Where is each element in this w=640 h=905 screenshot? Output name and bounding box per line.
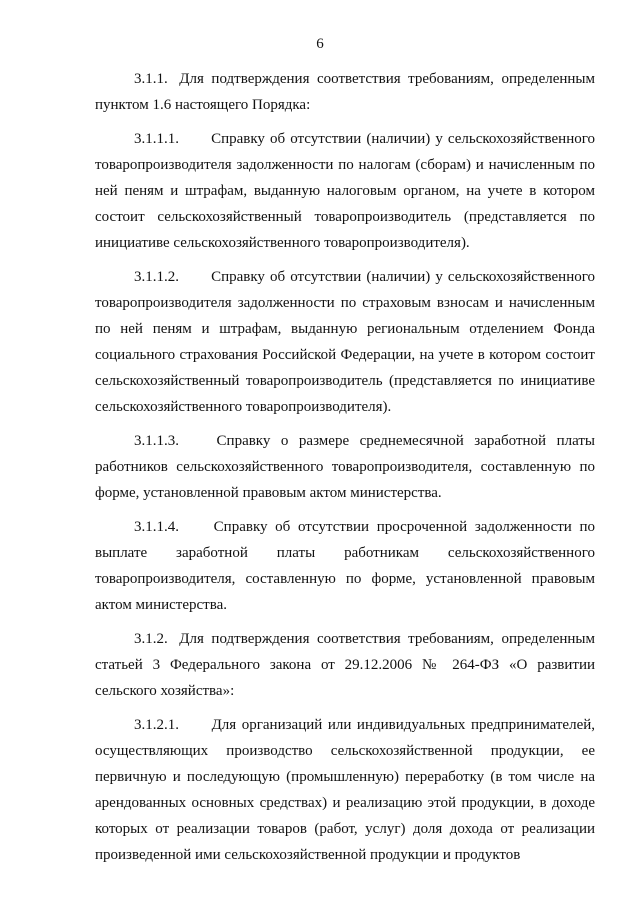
- paragraph-3-1-1-3: [95, 428, 595, 506]
- paragraph-number: 3.1.1.: [134, 71, 168, 87]
- paragraph-number: 3.1.1.4.: [134, 519, 179, 535]
- paragraph-text: Для организаций или индивидуальных предпринимателей, осуществляющих производство сельскохозяйственной продукции, ее первичную и последующую (промышленную) переработку (в том числе на арендованных основных средствах) и реализацию этой продукции, в доходе которых от реализации товаров (работ, услуг) доля дохода от реализации произведенной ими сельскохозяйственной продукции и продуктов: [95, 717, 595, 863]
- paragraph-text: Справку об отсутствии просроченной задолженности по выплате заработной платы работникам сельскохозяйственного товаропроизводителя, составленную по форме, установленной правовым актом министерства.: [95, 519, 596, 613]
- paragraph-text: Справку о размере среднемесячной заработной платы работников сельскохозяйственного товаропроизводителя, составленную по форме, установленной правовым актом министерства.: [95, 433, 596, 501]
- paragraph-3-1-1: [95, 66, 595, 118]
- page-number: 6: [316, 36, 324, 52]
- paragraph-number: 3.1.1.1.: [134, 131, 179, 147]
- paragraph-number: 3.1.1.3.: [134, 433, 179, 449]
- paragraph-3-1-1-1: [95, 126, 595, 256]
- paragraph-number: 3.1.1.2.: [134, 269, 179, 285]
- paragraph-3-1-1-2: [95, 264, 595, 420]
- paragraph-text: Справку об отсутствии (наличии) у сельскохозяйственного товаропроизводителя задолженности по налогам (сборам) и начисленным по ней пеням и штрафам, выданную налоговым органом, на учете в котором состоит сельскохозяйственный товаропроизводитель (представляется по инициативе сельскохозяйственного товаропроизводителя).: [95, 131, 596, 251]
- paragraph-3-1-2-1: [95, 712, 595, 868]
- paragraph-text: Для подтверждения соответствия требованиям, определенным статьей 3 Федерального закона от 29.12.2006 № 264-ФЗ «О развитии сельского хозяйства»:: [95, 631, 595, 699]
- paragraph-text: Справку об отсутствии (наличии) у сельскохозяйственного товаропроизводителя задолженности по страховым взносам и начисленным по ней пеням и штрафам, выданную региональным отделением Фонда социального страхования Российской Федерации, на учете в котором состоит сельскохозяйственный товаропроизводитель (представляется по инициативе сельскохозяйственного товаропроизводителя).: [95, 269, 596, 415]
- paragraph-text: Для подтверждения соответствия требованиям, определенным пунктом 1.6 настоящего Порядка:: [95, 71, 595, 113]
- paragraph-number: 3.1.2.: [134, 631, 168, 647]
- paragraph-3-1-2: [95, 626, 595, 704]
- document-body: [95, 66, 595, 876]
- paragraph-number: 3.1.2.1.: [134, 717, 179, 733]
- paragraph-3-1-1-4: [95, 514, 595, 618]
